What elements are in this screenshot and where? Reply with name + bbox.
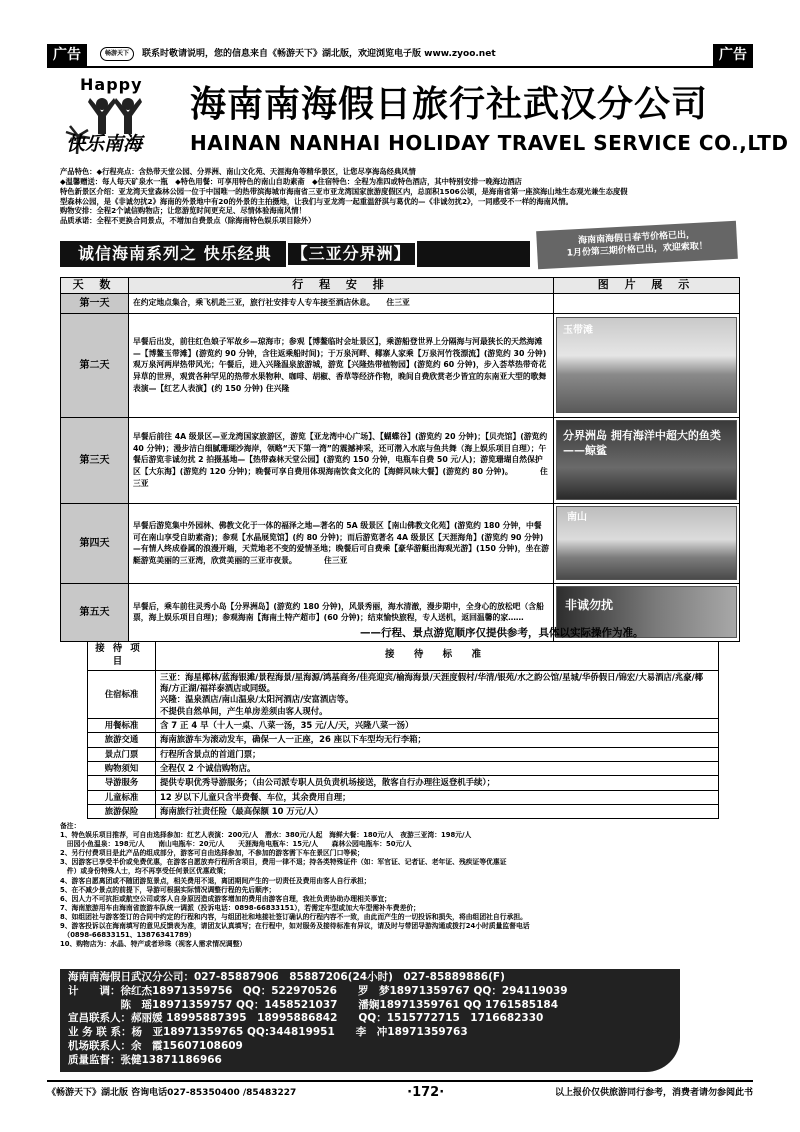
- remark-line: 件）或身份特殊人士，均不再享受任何景区优惠政策；: [60, 867, 230, 876]
- remark-line: 5、在不减少景点的前提下，导游可根据实际情况调整行程的先后顺序；: [60, 885, 276, 894]
- feature-line: 购物安排：全程2个诚信购物店；让您游览时间更充足、尽情体验海南风情！: [60, 206, 306, 216]
- standard-row: [88, 762, 719, 776]
- feature-line: 特色新景区介绍：亚龙湾天堂森林公园一位于中国唯一的热带滨海城市海南省三亚市亚龙湾国家旅游度假区内，总面积1506公顷，是海南省第一座滨海山地生态观光兼生态度假: [60, 186, 628, 196]
- std-col-standard: 接 待 标 准: [156, 642, 719, 671]
- feature-line: ◆温馨赠送：每人每天矿泉水一瓶 ◆特色用餐：可享用特色的南山自助素斋 ◆住宿特色：全程为准四或特色酒店，其中特别安排一晚海边酒店: [60, 176, 522, 186]
- standard-item: 购物须知: [88, 762, 156, 776]
- contact-line: 宣昌联系人：郝丽媛 18995887395 18995886842 QQ：1515772715 1716682330: [68, 1012, 544, 1025]
- nanshan-statue-photo: [556, 506, 737, 580]
- product-features: [60, 167, 730, 226]
- standard-text: 12 岁以下儿童只含半费餐、车位，其余费用自理；: [156, 790, 719, 804]
- standard-row: [88, 733, 719, 747]
- remark-line: 8、如组团社与游客签订的合同中约定的行程和内容，与组团社和地接社签订确认的行程内容不一致，由此而产生的一切投诉和损失，将由组团社自行承担。: [60, 912, 527, 921]
- contact-box: [60, 969, 680, 1072]
- company-name-cn: 海南南海假日旅行社武汉分公司: [190, 83, 709, 125]
- tour-title: 诚信海南系列之 快乐经典: [78, 244, 272, 264]
- contact-line: 机场联系人：余 霞15607108609: [68, 1039, 243, 1052]
- service-standards-table: [87, 641, 719, 819]
- day-description: 早餐后前往 4A 级景区—亚龙湾国家旅游区，游览【亚龙湾中心广场】、【蝴蝶谷】(游览约 20 分钟)；【贝壳馆】(游览约 40 分钟)；漫步洁白细腻珊瑚沙海岸，领略“天下第一湾”的震撼神采，还可潜入水底与鱼共舞（海上娱乐项目自理）；午餐后游览非诚勿扰 2 拍摄基地—【热带森林天堂公园】(游览约 150 分钟，电瓶车自费 50 元/人)；游览珊瑚自然保护区【大东海】(游览约 120 分钟)；晚餐可享自费用体现海南饮食文化的【海鲜风味大餐】(游览约 80 分钟)。 住三亚: [129, 417, 554, 503]
- ad-label-right: 广告: [713, 44, 753, 67]
- company-name-en: HAINAN NANHAI HOLIDAY TRAVEL SERVICE CO.,LTD: [190, 131, 789, 155]
- feature-line: 型森林公园，是《非诚勿扰2》海南的外景地中有20的外景的主拍摄地，让我们与亚龙湾一起重温舒淇与葛优的—《非诚勿扰2》，一同感受不一样的海南风情。: [60, 196, 573, 206]
- remark-line: 9、游客投诉以在海南填写的意见反馈表为准，请团友认真填写；在行程中，如对服务及接待标准有异议，请及时与带团导游沟通或拨打24小时质量监督电话: [60, 922, 530, 931]
- col-header-day: 天 数: [61, 278, 129, 294]
- itinerary-table: [60, 277, 740, 642]
- photo-caption: 南山: [567, 512, 587, 524]
- day-label: 第五天: [61, 583, 129, 641]
- remark-line: 3、因游客已享受半价或免费优惠，在游客自愿放弃行程所含项目，费用一律不退；持各类特殊证件（如：军官证、记者证、老年证、残疾证等优惠证: [60, 858, 507, 867]
- standard-row: [88, 805, 719, 819]
- top-divider: [47, 66, 753, 68]
- day-photo-cell: [554, 293, 740, 313]
- standard-item: 旅游交通: [88, 733, 156, 747]
- standard-row: [88, 719, 719, 733]
- page-footer: [47, 1085, 753, 1101]
- remarks-section: [60, 822, 728, 949]
- remark-line: 4、游客自愿离团或不随团游览景点，相关费用不退，离团期间产生的一切责任及费用由客人自行承担；: [60, 876, 371, 885]
- standard-text: 海南旅游车为滚动发车，确保一人一正座，26 座以下车型均无行李箱；: [156, 733, 719, 747]
- remark-line: 2、另行付费项目是此产品的组成部分，游客可自由选择参加，不参加的游客需下车在景区门口等候；: [60, 849, 364, 858]
- col-header-photo: 图 片 展 示: [554, 278, 740, 294]
- day-label: 第三天: [61, 417, 129, 503]
- itinerary-row: [61, 417, 740, 503]
- standard-item: 儿童标准: [88, 790, 156, 804]
- itinerary-row: [61, 293, 740, 313]
- day-label: 第四天: [61, 503, 129, 583]
- contact-line: 质量监督：张健13871186966: [68, 1053, 222, 1066]
- standard-text: 三亚：海星椰林/蓝海银滩/景程海景/星海源/鸿基商务/佳亮迎宾/榆海海景/天涯度假村/华清/银苑/水之韵公馆/星城/华侨假日/锦宏/大易酒店/兆豪/椰海/方正湖/福祥泰酒店或同级。: [160, 671, 704, 693]
- standard-item: 景点门票: [88, 747, 156, 761]
- col-header-schedule: 行 程 安 排: [129, 278, 554, 294]
- tour-route-tag: 【三亚分界洲】: [286, 241, 417, 267]
- remark-line: 7、海南旅游用车由海南省旅游车队统一调派（投诉电话：0898-66833151），若需定车型或加大车型需补车费差价；: [60, 903, 420, 912]
- footer-divider: [47, 1080, 753, 1082]
- day-label: 第二天: [61, 313, 129, 417]
- standard-text: 海南旅行社责任险（最高保额 10 万元/人）: [156, 805, 719, 819]
- remark-line: 田园小鱼温泉：198元/人 南山电瓶车：20元/人 天涯海角电瓶车：15元/人 森林公园电瓶车：50元/人: [60, 840, 412, 849]
- itinerary-note: ——行程、景点游览顺序仅提供参考，具体以实际操作为准。: [360, 627, 644, 639]
- photo-caption: 非诚勿扰: [565, 598, 614, 613]
- brand-happy-text: Happy: [80, 75, 143, 94]
- contact-line: 业 务 联 系：杨 亚18971359765 QQ:344819951 李 冲18971359763: [68, 1026, 468, 1038]
- day-description: 早餐后出发，前往红色娘子军故乡—琼海市；参观【博鳌临时会址景区】，乘游船登世界上分隔海与河最狭长的天然海滩—【博鳌玉带滩】(游览约 90 分钟，含往返乘船时间)；于万泉河畔、椰寨人家乘【万泉河竹筏漂流】(游览约 30 分钟) 观万泉河两岸热带风光；午餐后，进入兴隆温泉旅游城，游览【兴隆热带植物园】(游览约 60 分钟)，步入荟萃热带奇花异草的世界，观赏各种罕见的热带水果物种、咖啡、胡椒、香草等经济作物，晚间自费欣赏老少皆宜的东南亚大型的歌舞表演—【红艺人表演】(约 150 分钟) 住兴隆: [129, 313, 554, 417]
- remark-line: 1、特色娱乐项目推荐，可自由选择参加：红艺人表演：200元/人 潜水：380元/人起 海鲜大餐：180元/人 夜游三亚湾：198元/人: [60, 831, 472, 840]
- brand-logo: [60, 72, 170, 172]
- day-description: 早餐后，乘车前往灵秀小岛【分界洲岛】(游览约 180 分钟)，风景秀丽，海水清澈，漫步期中，全身心的放松吧（含船票，海上娱乐项目自理)；参观海南【海南土特产超市】(60 分钟)；结束愉快旅程，专人送机，返回温馨的家……: [129, 583, 554, 641]
- publication-logo: 畅游天下: [100, 47, 134, 61]
- standard-row: [88, 790, 719, 804]
- tour-title-band: [60, 241, 530, 267]
- price-note-line: 1月份第三期价格已出，欢迎索取！: [566, 241, 709, 259]
- remark-line: 备注：: [60, 822, 81, 830]
- itinerary-row: [61, 313, 740, 417]
- standard-text: 行程所含景点的首道门票；: [156, 747, 719, 761]
- feature-line: 产品特色：◆行程亮点：含热带天堂公园、分界洲、南山文化苑、天涯海角等精华景区，让您尽享海岛经典风情: [60, 167, 416, 176]
- photo-caption: 玉带滩: [563, 325, 593, 337]
- feature-line: 品质承诺：全程不更换合同景点，不增加自费景点（除海南特色娱乐项目除外）: [60, 216, 316, 226]
- standard-text: 含 7 正 4 早（十人一桌、八菜一汤，35 元/人/天，兴隆八菜一汤）: [156, 719, 719, 733]
- footer-disclaimer: 以上报价仅供旅游同行参考，消费者请勿参阅此书: [554, 1087, 753, 1098]
- standard-item: 用餐标准: [88, 719, 156, 733]
- standard-item: 导游服务: [88, 776, 156, 790]
- day-description: 早餐后游览集中外园林、佛教文化于一体的福泽之地—著名的 5A 级景区【南山佛教文化苑】(游览约 180 分钟，中餐可在南山享受自助素斋)；参观【水晶展览馆】(约 80 分钟)；而后游览著名 4A 级景区【天涯海角】(游览约 90 分钟) —有情人终成眷属的浪漫开端，天荒地老不变的爱情圣地；晚餐后可自费乘【豪华游艇出海观光游】(150 分钟)，坐在游艇游览美丽的三亚湾，欣赏美丽的三亚市夜景。 住三亚: [129, 503, 554, 583]
- standard-item: 住宿标准: [88, 670, 156, 718]
- standard-item: 旅游保险: [88, 805, 156, 819]
- photo-caption: 分界洲岛 拥有海洋中超大的鱼类——鲸鲨: [563, 429, 721, 458]
- standard-row: [88, 747, 719, 761]
- remark-line: 10、购物店为：水晶、特产或者珍珠（视客人需求情况调整）: [60, 940, 247, 949]
- top-banner: [100, 44, 700, 64]
- top-notice: 联系时敬请说明，您的信息来自《畅游天下》湖北版，欢迎浏览电子版 www.zyoo.net: [142, 48, 496, 59]
- price-note-badge: [536, 221, 738, 269]
- standard-text: 不提供自然单间，产生单房差须由客人现付。: [160, 705, 328, 716]
- ad-label-left: 广告: [47, 44, 87, 67]
- contact-line: 海南南海假日武汉分公司：027-85887906 85887206(24小时) 027-85889886(F): [68, 971, 505, 983]
- contact-line: 陈 瑶18971359757 QQ：1458521037 潘娴18971359761 QQ 1761585184: [68, 998, 559, 1011]
- page-number: ·172·: [407, 1085, 445, 1101]
- standard-text: 兴隆：温泉酒店/南山温泉/太阳河酒店/安富酒店等。: [160, 694, 354, 705]
- beach-photo: [556, 317, 737, 413]
- remark-line: 6、因人力不可抗拒或航空公司或客人自身原因造成游客增加的费用由游客自理，我社负责协助办理相关事宜；: [60, 894, 391, 903]
- brand-name-text: 快乐南海: [66, 133, 143, 155]
- day-description: 在约定地点集合，乘飞机赴三亚，旅行社安排专人专车接至酒店休息。 住三亚: [129, 293, 554, 313]
- remark-line: （0898-66833151、13876341789）: [60, 931, 196, 940]
- std-col-item: 接待项目: [88, 642, 156, 671]
- price-note-line: 海南南海假日春节价格已出，: [577, 229, 696, 247]
- footer-publication: 《畅游天下》湖北版 咨询电话027-85350400 /85483227: [47, 1087, 297, 1098]
- day-label: 第一天: [61, 293, 129, 313]
- standard-text: 提供专职优秀导游服务；（由公司派专职人员负责机场接送，散客自行办理往返登机手续）；: [156, 776, 719, 790]
- aquarium-photo: [556, 420, 737, 500]
- standard-row: [88, 670, 719, 718]
- itinerary-row: [61, 503, 740, 583]
- standard-text: 全程仅 2 个诚信购物店。: [156, 762, 719, 776]
- contact-line: 计 调：徐红杰18971359756 QQ：522970526 罗 梦18971359767 QQ：294119039: [68, 984, 568, 997]
- standard-row: [88, 776, 719, 790]
